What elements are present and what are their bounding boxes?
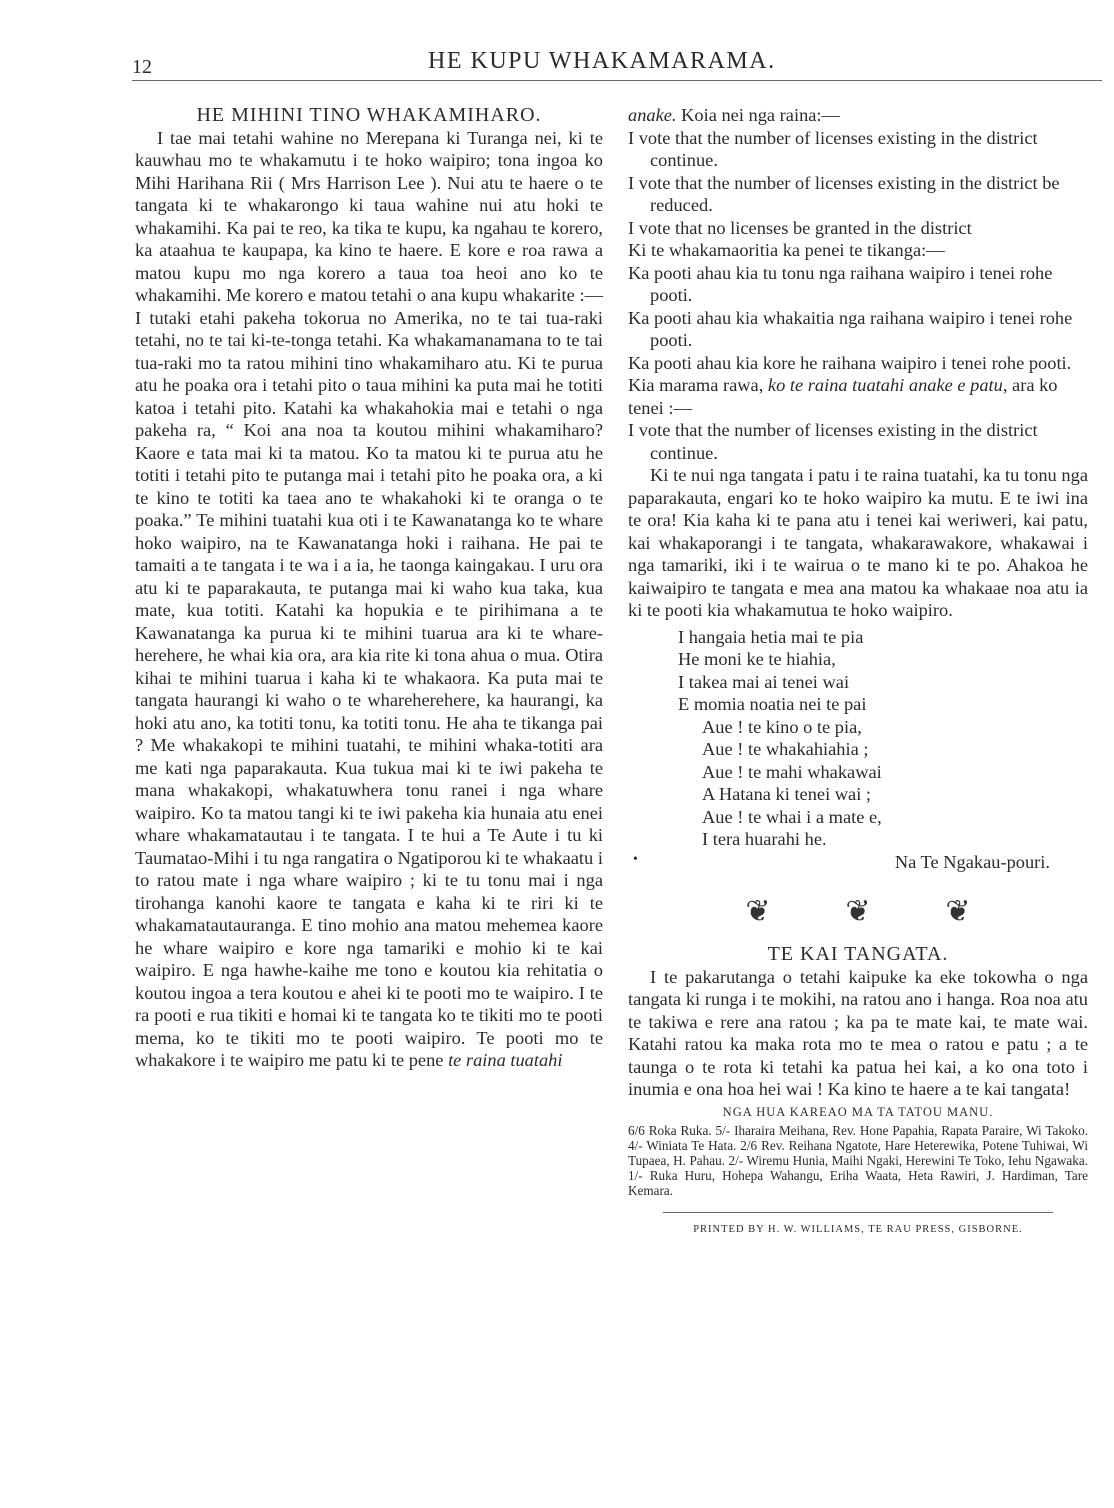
ballot-line-maori: Ka pooti ahau kia tu tonu nga raihana waipiro i tenei rohe pooti. xyxy=(628,262,1053,305)
fleuron-icon: ❦ xyxy=(745,895,771,928)
exhortation-paragraph: Ki te nui nga tangata i patu i te raina tuatahi, ka tu tonu nga paparakauta, engari ko te hoko waipiro ka mutu. E te iwi ina te ora! Kia kaha ki te pana atu i tenei kai weriweri, kai patu, kai whakaporangi i te tangata, whakarawakore, whakawai i nga tamariki, iki i te wairua o te mano ki te po. Ahakoa he kaiwaipiro te tangata e mea ana matou ka whakaae noa atu ia ki te pooti kia whakamutua te hoko waipiro. xyxy=(628,465,1088,620)
poem xyxy=(678,626,1088,851)
marking-instruction xyxy=(628,374,1088,419)
ornament-divider xyxy=(708,897,1008,927)
article-title: HE MIHINI TINO WHAKAMIHARO. xyxy=(196,104,542,126)
fleuron-icon: ❦ xyxy=(945,895,971,928)
ballot-line-english: I vote that no licenses be granted in the district xyxy=(628,217,972,238)
footer-rule xyxy=(663,1212,1053,1213)
page-number: 12 xyxy=(132,56,152,78)
article-body xyxy=(135,127,603,1072)
poem-line: Aue ! te whakahiahia ; xyxy=(702,739,869,759)
poem-line: I hangaia hetia mai te pia xyxy=(678,626,864,647)
printer-imprint: PRINTED BY H. W. WILLIAMS, TE RAU PRESS, GISBORNE. xyxy=(693,1224,1023,1235)
section-title: TE KAI TANGATA. xyxy=(767,943,949,965)
marking-quote: I vote that the number of licenses existing in the district continue. xyxy=(628,420,1038,463)
article-body-italic: te raina tuatahi xyxy=(448,1050,563,1070)
poem-line: Aue ! te mahi whakawai xyxy=(702,761,882,782)
article-body-text: I tae mai tetahi wahine no Merepana ki Turanga nei, ki te kauwhau mo te whakamutu i te hoko waipiro; tona ingoa ko Mihi Harihana Rii ( Mrs Harrison Lee ). Nui atu te haere o te tangata ki te whakarongo ki taua wahine nui atu hoki te whakamihi. Ka pai te reo, ka tika te kupu, ka ngahau te korero, ka ataahua te kaupapa, ka kino te haere. E kore e roa rawa a matou kupu mo nga korero a taua toa heoi ano ko te whakamihi. Me korero e matou tetahi o ana kupu whakarite :— I tutaki etahi pakeha tokorua no Amerika, no te tai tua-raki tetahi, no te tai ki-te-tonga tetahi. Ka whakamanamana to te tai tua-raki mo ta ratou mihini tino whakamiharo atu. Ki te purua atu he poaka ora i tetahi pito o taua mihini ka puta mai he totiti katoa i tetahi pito. Katahi ka whakahokia mai e tetahi o nga pakeha ra, “ Koi ana noa ta koutou mihini whakamiharo? Kaore e tata mai ki ta matou. Ko ta matou ki te purua atu he totiti i tetahi pito te putanga mai i tetahi pito he poaka ora, a ki te kino te totiti ka taea ano te whakahoki ki te oranga o te poaka.” Te mihini tuatahi kua oti i te Kawanatanga ko te whare hoko waipiro, na te Kawanatanga hoki i raihana. He pai te tamaiti a te tangata i te wa i a ia, he taonga kaingakau. I uru ora atu ki te paparakauta, te putanga mai ki waho kua taka, kua mate, kua totiti. Katahi ka hopukia e te pirihimana a te Kawanatanga ka purua ki te mihini tuarua ara ki te whare-herehere, he whai kia ora, ara kia rite ki tona ahua o mua. Otira kihai te mihini tuarua i kaha ki te whakaora. Ka puta mai te tangata haurangi ki waho o te whareherehere, ka haurangi, ka hoki atu ano, ka totiti tonu, ka totiti tonu. He aha te tikanga pai ? Me whakakopi te mihini tuatahi, te mihini whaka-totiti ara me kati nga paparakauta. Kua tukua mai ki te iwi pakeha te mana whakakopi, whakatuwhera tonu ranei i nga whare waipiro. Ko ta matou tangi ki te iwi pakeha kia hunaia atu enei whare whakamatautau i te tangata. I te hui a Te Aute i tu ki Taumatao-Mihi i tu nga rangatira o Ngatiporou ki te whakaatu i to ratou mate i nga whare waipiro ; ki te tu tonu mai i nga tirohanga kanohi kaore te tangata e kaha ki te riri ki te whakamatautauranga. E tino mohio ana matou mehemea kaore he whare waipiro e kore nga tamariki e mohio ki te kai waipiro. E nga hawhe-kaihe me tono e koutou kia rehitatia o koutou ingoa a tera koutou e ahei ki te pooti mo te waipiro. I te ra pooti e rua tikiti e homai ki te tangata ko te tikiti mo te pooti mema, ko te tikiti mo te pooti waipiro. Te pooti mo te whakakore i te waipiro me patu ki te pene xyxy=(135,127,603,1070)
poem-line: Aue ! te whai i a mate e, xyxy=(702,806,882,827)
translation-intro: Ki te whakamaoritia ka penei te tikanga:— xyxy=(628,240,945,260)
poem-line: I takea mai ai tenei wai xyxy=(678,671,850,692)
ballot-line-maori: Ka pooti ahau kia kore he raihana waipiro i tenei rohe pooti. xyxy=(628,352,1072,373)
marking-instruction-pre: Kia marama rawa, xyxy=(628,375,768,395)
ballot-line-english: I vote that the number of licenses existing in the district continue. xyxy=(628,127,1038,170)
section-body: I te pakarutanga o tetahi kaipuke ka eke tokowha o nga tangata ki runga i te mokihi, na ratou ano i hanga. Roa noa atu te takiwa e rere ana ratou ; ka pa te mate kai, te mate wai. Katahi ratou ka maka rota mo te mea o ratou e patu ; a te taunga o te rota ki tetahi ka patua hei kai, a ko ona toto i inumia e ona hoa hei wai ! Ka kino te haere a te kai tangata! xyxy=(628,966,1088,1099)
header-rule xyxy=(132,80,1102,81)
ballot-line-english: I vote that the number of licenses existing in the district be reduced. xyxy=(628,172,1060,215)
continuation-italic: anake. xyxy=(628,105,677,125)
marking-instruction-post: , ara ko tenei :— xyxy=(628,375,1058,418)
subscriptions-heading: NGA HUA KAREAO MA TA TATOU MANU. xyxy=(722,1104,994,1119)
running-title: HE KUPU WHAKAMARAMA. xyxy=(428,48,776,74)
continuation-line xyxy=(628,104,1088,127)
stray-mark: • xyxy=(633,852,638,867)
subscriptions-list: 6/6 Roka Ruka. 5/- Iharaira Meihana, Rev. Hone Papahia, Rapata Paraire, Wi Takoko. 4/- Winiata Te Hata. 2/6 Rev. Reihana Ngatote, Hare Heterewika, Potene Tuhiwai, Wi Tupaea, H. Pahau. 2/- Wiremu Hunia, Maihi Ngaki, Herewini Te Toko, Iehu Ngawaka. 1/- Ruka Huru, Hohepa Wahangu, Eriha Waata, Heta Rawiri, J. Hardiman, Tare Kemara. xyxy=(628,1123,1088,1198)
right-column xyxy=(628,104,1088,1242)
ballot-line-maori: Ka pooti ahau kia whakaitia nga raihana waipiro i tenei rohe pooti. xyxy=(628,307,1073,350)
continuation-text: Koia nei nga raina:— xyxy=(676,105,840,125)
poem-signature: Na Te Ngakau-pouri. xyxy=(894,851,1050,872)
poem-line: Aue ! te kino o te pia, xyxy=(702,716,862,737)
poem-line: I tera huarahi he. xyxy=(702,829,827,849)
fleuron-icon: ❦ xyxy=(845,895,871,928)
poem-line: A Hatana ki tenei wai ; xyxy=(702,784,872,804)
marking-instruction-italic: ko te raina tuatahi anake e patu xyxy=(767,375,1003,395)
left-column xyxy=(135,104,603,1072)
poem-line: E momia noatia nei te pai xyxy=(678,694,867,714)
poem-line: He moni ke te hiahia, xyxy=(678,649,836,669)
